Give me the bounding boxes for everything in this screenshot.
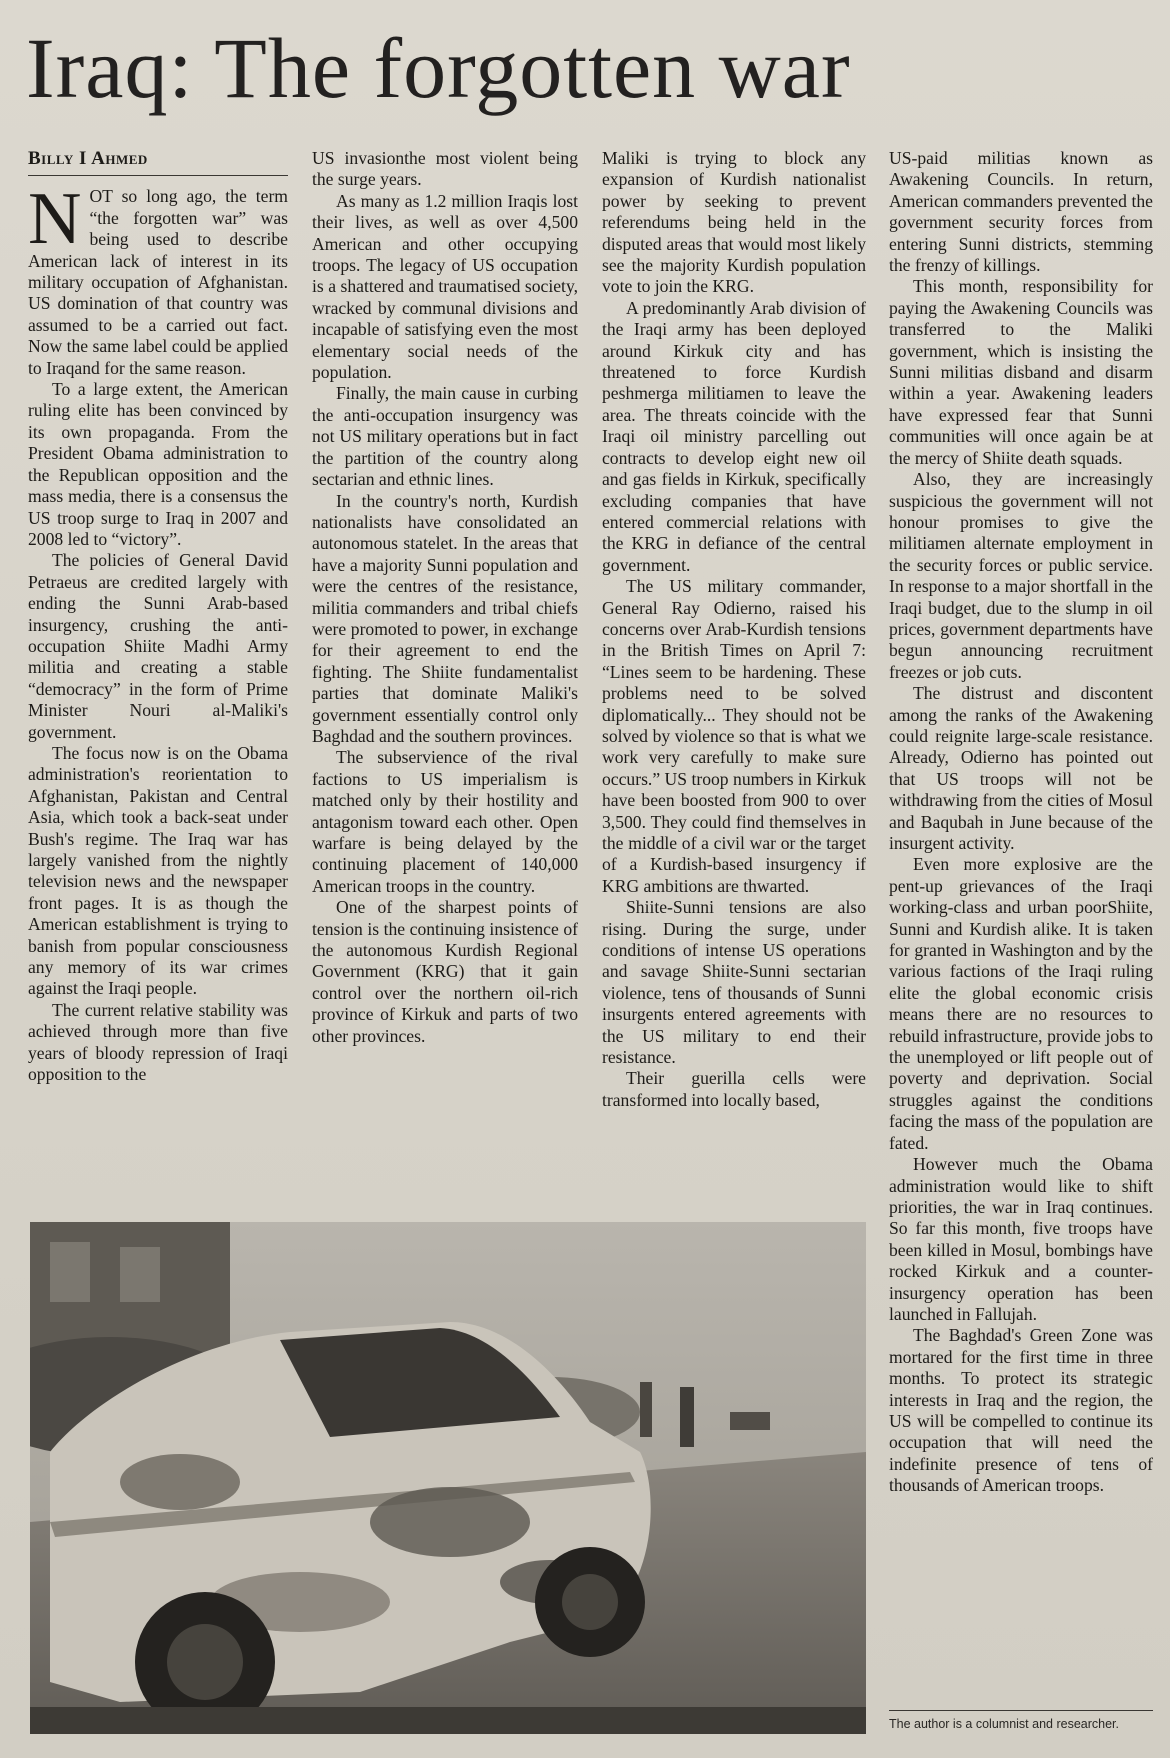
paragraph: A predominantly Arab division of the Iraqi army has been deployed around Kirkuk city and has threatened to force Kurdish peshmerga militiamen to leave the area. The threats coincide with the Iraqi oil ministry parcelling out contracts to develop eight new oil and gas fields in Kirkuk, specifically excluding companies that have entered commercial relations with the KRG in defiance of the central government. — [602, 297, 866, 575]
paragraph: The focus now is on the Obama administration's reorientation to Afghanistan, Pakistan and Central Asia, which took a back-seat under Bush's regime. The Iraq war has largely vanished from the nightly television news and the newspaper front pages. It is as though the American establishment is trying to banish from popular consciousness any memory of its war crimes against the Iraqi people. — [28, 742, 288, 999]
byline: Billy I Ahmed — [28, 148, 288, 176]
column-3 — [602, 148, 866, 1208]
paragraph: As many as 1.2 million Iraqis lost their lives, as well as over 4,500 American and other occupying troops. The legacy of US occupation is a shattered and traumatised society, wracked by communal divisions and incapable of satisfying even the most elementary social needs of the population. — [312, 190, 578, 383]
column-1 — [28, 148, 288, 1208]
paragraph: The distrust and discontent among the ranks of the Awakening could reignite large-scale resistance. Already, Odierno has pointed out that US troops will not be withdrawing from the cities of Mosul and Baqubah in June because of the insurgent activity. — [889, 683, 1153, 853]
paragraph: Shiite-Sunni tensions are also rising. During the surge, under conditions of intense US operations and savage Shiite-Sunni sectarian violence, tens of thousands of Sunni insurgents entered agreements with the US military to end their resistance. — [602, 897, 866, 1068]
paragraph: Even more explosive are the pent-up grievances of the Iraqi working-class and urban poorShiite, Sunni and Kurdish alike. It is taken for granted in Washington and by the various factions of the Iraqi ruling elite the global economic crisis means there are no resources to rebuild infrastructure, provide jobs to the unemployed or lift people out of poverty and deprivation. Social struggles against the conditions facing the mass of the population are fated. — [889, 854, 1153, 1153]
paragraph: Also, they are increasingly suspicious the government will not honour promises to give the militiamen alternate employment in the security forces or public service. In response to a major shortfall in the Iraqi budget, due to the slump in oil prices, government departments have begun announcing recruitment freezes or job cuts. — [889, 469, 1153, 682]
paragraph: The US military commander, General Ray Odierno, raised his concerns over Arab-Kurdish tensions in the British Times on April 7: “Lines seem to be hardening. These problems need to be solved diplomatically... They should not be solved by violence so that is what we work very carefully to make sure occurs.” US troop numbers in Kirkuk have been boosted from 900 to over 3,500. They could find themselves in the middle of a civil war or the target of a Kurdish-based insurgency if KRG ambitions are thwarted. — [602, 576, 866, 896]
paragraph: Finally, the main cause in curbing the anti-occupation insurgency was not US military operations but in fact the partition of the country along sectarian and ethnic lines. — [312, 383, 578, 490]
paragraph: US invasionthe most violent being the surge years. — [312, 148, 578, 190]
paragraph: The Baghdad's Green Zone was mortared for the first time in three months. To protect its strategic interests in Iraq and the region, the US will be compelled to continue its occupation that will need the indefinite presence of tens of thousands of American troops. — [889, 1325, 1153, 1496]
paragraph: To a large extent, the American ruling elite has been convinced by its own propaganda. From the President Obama administration to the Republican opposition and the mass media, there is a consensus the US troop surge to Iraq in 2007 and 2008 led to “victory”. — [28, 379, 288, 549]
lead-text: OT so long ago, the term “the forgotten war” was being used to describe American lack of interest in its military occupation of Afghanistan. US domination of that country was assumed to be a carried out fact. Now the same label could be applied to Iraqand for the same reason. — [28, 186, 288, 378]
paragraph: Their guerilla cells were transformed into locally based, — [602, 1068, 866, 1110]
paragraph: The subservience of the rival factions to US imperialism is matched only by their hostility and antagonism toward each other. Open warfare is being delayed by the continuing placement of 140,000 American troops in the country. — [312, 747, 578, 896]
paragraph: This month, responsibility for paying the Awakening Councils was transferred to the Maliki government, which is insisting the Sunni militias disband and disarm within a year. Awakening leaders have expressed fear that Sunni communities will once again be at the mercy of Shiite death squads. — [889, 276, 1153, 468]
paragraph: However much the Obama administration would like to shift priorities, the war in Iraq continues. So far this month, five troops have been killed in Mosul, bombings have rocked Kirkuk and a counter-insurgency operation has been launched in Fallujah. — [889, 1154, 1153, 1324]
lead-paragraph — [28, 178, 288, 379]
paragraph: In the country's north, Kurdish nationalists have consolidated an autonomous statelet. In the areas that have a majority Sunni population and were the centres of the resistance, militia commanders and tribal chiefs were promoted to power, in exchange for their agreement to end the fighting. The Shiite fundamentalist parties that dominate Maliki's government essentially control only Baghdad and the southern provinces. — [312, 490, 578, 746]
author-credit: The author is a columnist and researcher. — [889, 1710, 1153, 1731]
column-2 — [312, 148, 578, 1208]
drop-cap: N — [28, 178, 82, 261]
news-photo-burned-car — [30, 1222, 866, 1734]
paragraph: The current relative stability was achieved through more than five years of bloody repression of Iraqi opposition to the — [28, 999, 288, 1085]
paragraph: Maliki is trying to block any expansion of Kurdish nationalist power by seeking to prevent referendums being held in the disputed areas that would most likely see the majority Kurdish population vote to join the KRG. — [602, 148, 866, 297]
paragraph: The policies of General David Petraeus are credited largely with ending the Sunni Arab-based insurgency, crushing the anti-occupation Shiite Madhi Army militia and creating a stable “democracy” in the form of Prime Minister Nouri al-Maliki's government. — [28, 550, 288, 742]
paragraph: One of the sharpest points of tension is the continuing insistence of the autonomous Kurdish Regional Government (KRG) that it gain control over the northern oil-rich province of Kirkuk and parts of two other provinces. — [312, 897, 578, 1046]
column-4 — [889, 148, 1153, 1688]
headline: Iraq: The forgotten war — [26, 20, 851, 116]
paragraph: US-paid militias known as Awakening Councils. In return, American commanders prevented the government security forces from entering Sunni districts, stemming the frenzy of killings. — [889, 148, 1153, 276]
